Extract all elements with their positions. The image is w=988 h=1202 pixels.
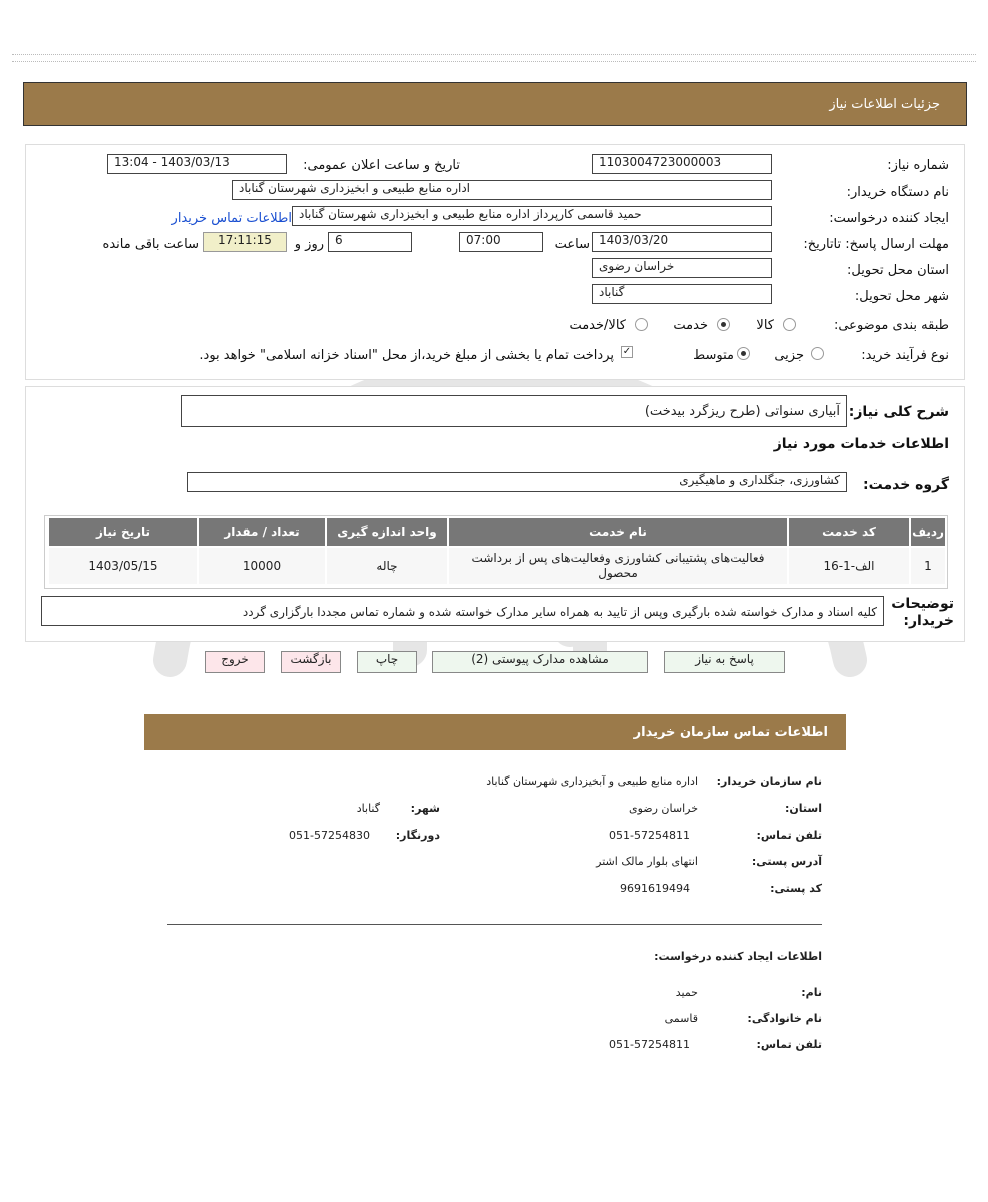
- reply-button[interactable]: پاسخ به نیاز: [664, 651, 785, 673]
- requester-name: حمید: [675, 986, 698, 999]
- need-number-label: شماره نیاز:: [887, 158, 949, 173]
- col-need-date: تاریخ نیاز: [48, 517, 198, 547]
- col-row: ردیف: [910, 517, 946, 547]
- cell-quantity: 10000: [198, 547, 326, 585]
- buyer-org-field: اداره منابع طبیعی و ابخیزداری شهرستان گناباد: [232, 180, 772, 200]
- remaining-label: ساعت باقی مانده: [102, 237, 199, 252]
- province-label: استان محل تحویل:: [847, 263, 949, 278]
- table-row: [48, 547, 946, 585]
- city-field: گناباد: [592, 284, 772, 304]
- contact-fax: 051-57254830: [289, 829, 370, 842]
- treasury-checkbox[interactable]: ✓: [622, 346, 632, 357]
- process-radio-partial[interactable]: [811, 347, 824, 360]
- cell-service-code: الف-1-16: [788, 547, 910, 585]
- col-service-name: نام خدمت: [448, 517, 788, 547]
- services-table-frame: [44, 515, 948, 589]
- category-radio-service[interactable]: [717, 318, 730, 331]
- contact-province: خراسان رضوی: [628, 802, 698, 815]
- col-quantity: تعداد / مقدار: [198, 517, 326, 547]
- process-radio-medium[interactable]: [737, 347, 750, 360]
- contact-phone-label: تلفن تماس:: [756, 829, 822, 842]
- attachments-button[interactable]: مشاهده مدارک پیوستی (2): [432, 651, 648, 673]
- service-group-field: کشاورزی، جنگلداری و ماهیگیری: [187, 472, 847, 492]
- summary-field: آبیاری سنواتی (طرح ریزگرد بیدخت): [181, 395, 847, 427]
- deadline-label: مهلت ارسال پاسخ: تاتاریخ:: [803, 237, 949, 252]
- contact-phone: 051-57254811: [609, 829, 690, 842]
- cell-service-name: فعالیت‌های پشتیبانی کشاورزی وفعالیت‌های پس از برداشت محصول: [448, 547, 788, 585]
- requester-name-label: نام:: [801, 986, 822, 999]
- announce-field: 1403/03/13 - 13:04: [107, 154, 287, 174]
- process-option-medium: متوسط: [693, 348, 734, 363]
- service-group-label: گروه خدمت:: [863, 477, 949, 493]
- table-header-row: [48, 517, 946, 547]
- requester-phone-label: تلفن تماس:: [756, 1038, 822, 1051]
- category-radio-goods[interactable]: [783, 318, 796, 331]
- contact-address-label: آدرس پستی:: [751, 855, 822, 868]
- announce-label: تاریخ و ساعت اعلان عمومی:: [303, 158, 460, 173]
- contact-province-label: استان:: [785, 802, 822, 815]
- category-label: طبقه بندی موضوعی:: [833, 318, 949, 333]
- category-radio-both[interactable]: [635, 318, 648, 331]
- services-table: [47, 516, 947, 586]
- contact-city-label: شهر:: [410, 802, 440, 815]
- contact-org: اداره منابع طبیعی و آبخیزداری شهرستان گناباد: [486, 775, 698, 788]
- deadline-date-field: 1403/03/20: [592, 232, 772, 252]
- buyer-notes-label: توضیحات خریدار:: [891, 596, 954, 629]
- back-button[interactable]: بازگشت: [281, 651, 341, 673]
- buyer-contact-link[interactable]: اطلاعات تماس خریدار: [171, 211, 292, 226]
- col-unit: واحد اندازه گیری: [326, 517, 448, 547]
- remaining-timer: 17:11:15: [203, 232, 287, 252]
- category-option-goods: کالا: [756, 318, 774, 333]
- contact-title: اطلاعات تماس سازمان خریدار: [633, 725, 828, 740]
- services-heading: اطلاعات خدمات مورد نیاز: [773, 436, 949, 452]
- creator-label: ایجاد کننده درخواست:: [829, 211, 949, 226]
- city-label: شهر محل تحویل:: [854, 289, 949, 304]
- cell-unit: چاله: [326, 547, 448, 585]
- buyer-org-label: نام دستگاه خریدار:: [846, 185, 949, 200]
- top-divider: [12, 54, 976, 62]
- contact-postal: 9691619494: [620, 882, 690, 895]
- cell-need-date: 1403/05/15: [48, 547, 198, 585]
- requester-title: اطلاعات ایجاد کننده درخواست:: [654, 950, 822, 963]
- cell-row: 1: [910, 547, 946, 585]
- process-option-partial: جزیی: [774, 348, 804, 363]
- col-service-code: کد خدمت: [788, 517, 910, 547]
- contact-postal-label: کد پستی:: [770, 882, 822, 895]
- category-option-both: کالا/خدمت: [569, 318, 626, 333]
- category-option-service: خدمت: [673, 318, 708, 333]
- contact-fax-label: دورنگار:: [395, 829, 440, 842]
- hour-label: ساعت: [554, 237, 590, 252]
- requester-family: قاسمی: [664, 1012, 698, 1025]
- summary-label: شرح کلی نیاز:: [848, 404, 949, 420]
- contact-divider: [167, 924, 822, 925]
- creator-field: حمید قاسمی کارپرداز اداره منابع طبیعی و ابخیزداری شهرستان گناباد: [292, 206, 772, 226]
- page-title: جزئیات اطلاعات نیاز: [829, 97, 940, 112]
- need-number-field: 1103004723000003: [592, 154, 772, 174]
- days-label: روز و: [294, 237, 324, 252]
- contact-address: انتهای بلوار مالک اشتر: [596, 855, 698, 868]
- province-field: خراسان رضوی: [592, 258, 772, 278]
- buyer-notes-field: کلیه اسناد و مدارک خواسته شده بارگیری وپس از تایید به همراه سایر مدارک خواسته شده و شماره تماس مجددا بارگزاری گردد: [41, 596, 884, 626]
- payment-note: پرداخت تمام یا بخشی از مبلغ خرید،از محل "اسناد خزانه اسلامی" خواهد بود.: [199, 348, 614, 363]
- process-label: نوع فرآیند خرید:: [861, 348, 949, 363]
- print-button[interactable]: چاپ: [357, 651, 417, 673]
- requester-family-label: نام خانوادگی:: [747, 1012, 822, 1025]
- contact-org-label: نام سازمان خریدار:: [716, 775, 822, 788]
- contact-city: گناباد: [356, 802, 380, 815]
- days-field: 6: [328, 232, 412, 252]
- deadline-time-field: 07:00: [459, 232, 543, 252]
- page-header: [23, 82, 967, 126]
- requester-phone: 051-57254811: [609, 1038, 690, 1051]
- exit-button[interactable]: خروج: [205, 651, 265, 673]
- contact-header: [144, 714, 846, 750]
